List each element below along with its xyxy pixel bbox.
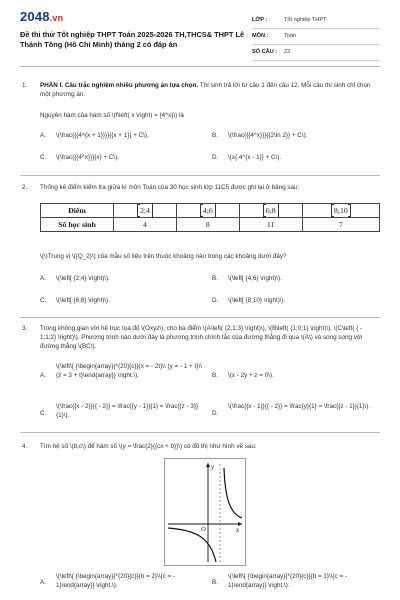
question-stem: Thống kê điểm kiểm tra giữa kì môn Toán của 30 học sinh lớp 11C5 được ghi lại ở bảng sau: — [40, 184, 300, 191]
option-letter: A. — [40, 372, 46, 379]
section-intro: Thí sinh trả lời từ câu 1 đến câu 12. Mỗi câu thí sinh chỉ chọn một phương án. — [40, 82, 371, 99]
question-prompt: \(\)Trung vị \({Q_2}\) của mẫu số liệu trên thuộc khoảng nào trong các khoảng dưới đây? — [40, 253, 287, 260]
question-divider — [20, 175, 380, 176]
logo-text: 2048 — [20, 9, 50, 24]
table-cell — [239, 204, 302, 218]
option-letter: C. — [40, 154, 47, 161]
table-row — [41, 204, 380, 218]
y-axis-label: y — [211, 463, 215, 471]
option-text: \(\frac{{{4^x}}}{{2\ln 2}} + C\). — [228, 132, 308, 139]
option-letter: D. — [212, 410, 219, 417]
option-letter: C. — [40, 410, 47, 417]
meta-row-class — [252, 13, 380, 29]
option-text: \(\frac{{x - 2}}{{ - 2}} = \frac{{y - 1}}{1} = \frac{{z - 3}}{1}\). — [56, 403, 199, 419]
option-text: \(\frac{{{4^x}}}{x} + C\). — [56, 154, 119, 161]
question-divider — [20, 432, 380, 433]
logo-suffix: .vn — [49, 13, 64, 23]
table-cell: 11 — [239, 218, 302, 232]
table-row — [41, 218, 380, 232]
table-cell: 4 — [114, 218, 177, 232]
question-number: 2. — [22, 184, 28, 191]
question-stem: Nguyên hàm của hàm số \(f\left( x \right) = {4^x}\) là — [40, 112, 184, 119]
option-letter: B. — [212, 275, 218, 282]
meta-value: Tốt nghiệp THPT — [284, 17, 327, 23]
option-text: \(\left\{ {\begin{array}{*{20}{c}}{b = 2}\\{c = - 1}\end{array}} \right.\). — [56, 573, 176, 589]
exam-title: Đề thi thử Tốt nghiệp THPT Toán 2025-2026 TH,THCS& THPT Lê Thánh Tông (Hồ Chí Minh) tháng 2 có đáp án — [20, 30, 245, 49]
option-letter: B. — [212, 132, 218, 139]
question-stem: Tìm hệ số \(b,c\) để hàm số \(y = \frac{2}{{cx + b}}\) có đồ thị như hình vẽ sau: — [40, 443, 257, 450]
option-letter: A. — [40, 275, 46, 282]
option-letter: B. — [212, 372, 218, 379]
section-instructions — [40, 81, 378, 99]
frequency-table — [40, 203, 380, 232]
meta-row-subject — [252, 29, 380, 45]
site-logo[interactable] — [20, 9, 63, 24]
question-divider — [20, 317, 380, 318]
option-text: \(\left\{ {\begin{array}{*{20}{c}}{x = - 2t}\\ {y = - 1 + t}\\{z = 3 + t}\end{array}} \right.\). — [56, 363, 202, 379]
question-stem: Trong không gian với hệ trục tọa độ \(Oxyz\), cho ba điểm \(A\left( {2;1;3} \right)\), \(B\left( {1;0;1} \right)\), \(C\left( { - 1;1;2} \right)\). Phương trình nào dưới đây là phương trình chính tắc của đường thẳng đi qua \(A\) và song song với đường thẳng \(BC\). — [40, 325, 363, 351]
origin-label: O — [201, 526, 206, 533]
option-text: \(\frac{{x - 1}}{{ - 2}} = \frac{y}{1} = \frac{{z - 1}}{1}\). — [228, 403, 371, 410]
exam-meta — [252, 13, 380, 61]
interval-label: 4;6 — [200, 206, 216, 215]
header — [0, 0, 400, 62]
header-divider — [20, 66, 380, 67]
meta-key: LỚP : — [252, 17, 268, 23]
option-text: \(\left[ {8;10} \right)\). — [228, 297, 286, 304]
option-text: \(\left[ {2;4} \right)\). — [56, 275, 110, 282]
option-letter: D. — [212, 297, 219, 304]
function-graph — [164, 458, 246, 566]
table-cell — [176, 204, 239, 218]
section-label: PHẦN I. Câu trắc nghiệm nhiều phương án lựa chọn. — [40, 82, 199, 89]
option-text: \(x - 2y + z = 0\). — [228, 372, 274, 379]
option-text: \(\frac{{{4^{x + 1}}}}{{x + 1}} + C\). — [56, 132, 149, 139]
option-text: \(x{.4^{x - 1}} + C\). — [228, 154, 282, 161]
meta-value: 22 — [284, 49, 291, 55]
option-letter: A. — [40, 132, 46, 139]
x-axis-label: x — [236, 526, 240, 534]
option-letter: B. — [212, 579, 218, 586]
table-header-cell: Điểm — [41, 204, 114, 218]
question-number: 4. — [22, 443, 28, 450]
meta-key: SỐ CÂU : — [252, 49, 278, 55]
option-letter: C. — [40, 297, 47, 304]
meta-row-count — [252, 45, 380, 61]
option-text: \(\left[ {6;8} \right)\). — [56, 297, 110, 304]
interval-label: 8;10 — [331, 206, 351, 215]
meta-value: Toán — [284, 33, 297, 39]
table-cell — [114, 204, 177, 218]
table-cell: 7 — [302, 218, 379, 232]
interval-label: 2;4 — [137, 206, 153, 215]
interval-label: 6;8 — [263, 206, 279, 215]
table-cell: 8 — [176, 218, 239, 232]
meta-key: MÔN : — [252, 33, 269, 39]
option-letter: D. — [212, 154, 219, 161]
table-cell — [302, 204, 379, 218]
option-text: \(\left[ {4;6} \right)\). — [228, 275, 282, 282]
question-number: 3. — [22, 325, 28, 332]
question-number: 1. — [22, 82, 28, 89]
option-text: \(\left\{ {\begin{array}{*{20}{c}}{b = 1}\\{c = - 1}\end{array}} \right.\). — [228, 573, 348, 589]
option-letter: A. — [40, 579, 46, 586]
table-header-cell: Số học sinh — [41, 218, 114, 232]
